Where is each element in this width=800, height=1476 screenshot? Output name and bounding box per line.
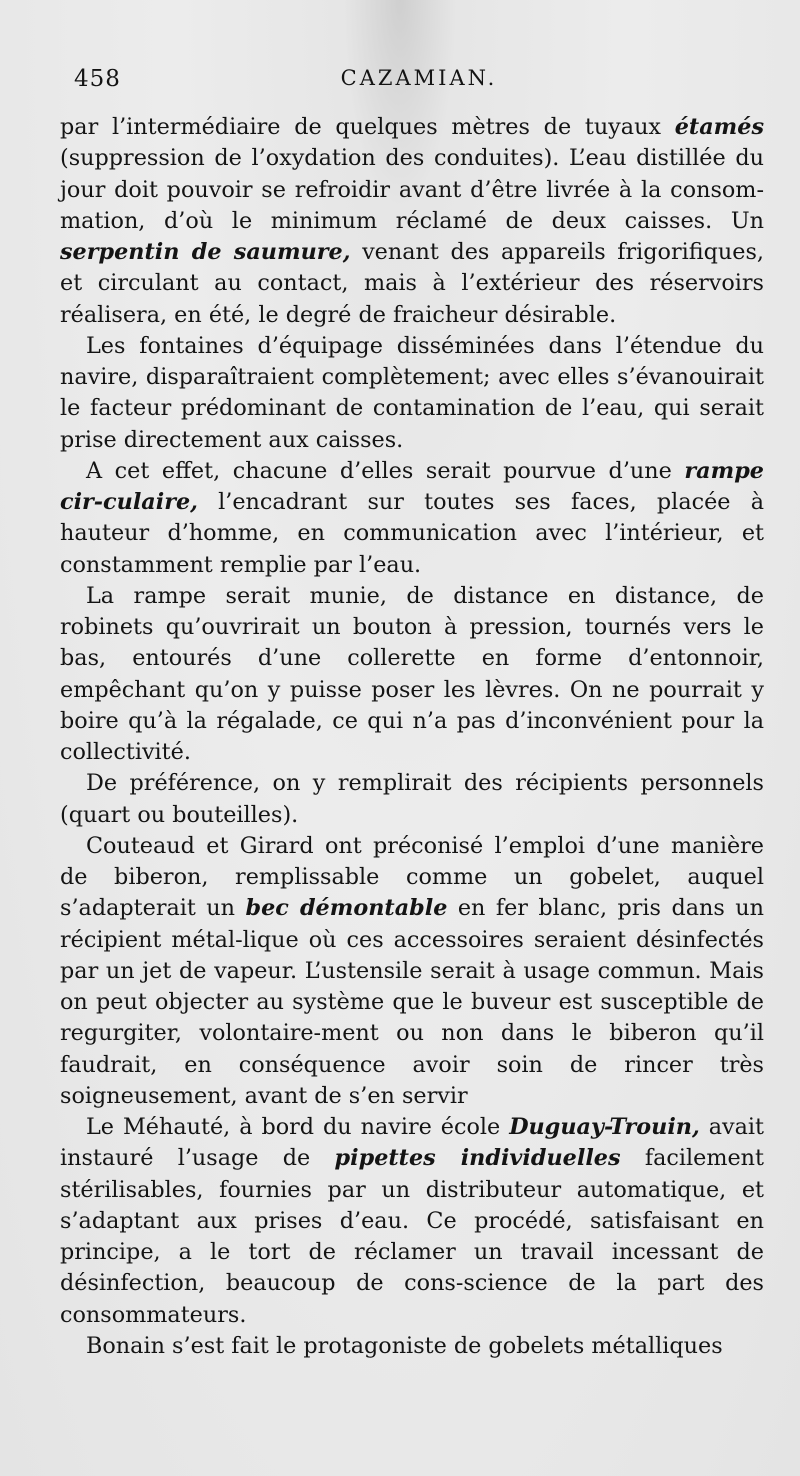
running-head <box>74 66 764 106</box>
text-run: par l’intermédiaire de quelques mètres de tuyaux <box>60 114 675 140</box>
paragraph <box>60 1331 764 1362</box>
text-run: De préférence, on y remplirait des récipients personnels (quart ou bouteilles). <box>60 770 764 828</box>
text-run: A cet effet, chacune d’elles serait pourvue d’une <box>86 457 685 484</box>
text-run: (suppression de l’oxydation des conduites). L’eau distillée du jour doit pouvoir se refroidir avant d’être livrée à la consom-mation, d’où le minimum réclamé de deux caisses. Un <box>60 145 764 234</box>
text-run: en fer blanc, pris dans un récipient métal-lique où ces accessoires seraient désinfectés par un jet de vapeur. L’ustensile serait à usage commun. Mais on peut objecter au système que le buveur est susceptible de regurgiter, volontaire-ment ou non dans le biberon qu’il faudrait, en conséquence avoir soin de rincer très soigneusement, avant de s’en servir <box>60 895 764 1109</box>
text-run: La rampe serait munie, de distance en distance, de robinets qu’ouvrirait un bouton à pression, tournés vers le bas, entourés d’une collerette en forme d’entonnoir, empêchant qu’on y puisse poser les lèvres. On ne pourrait y boire qu’à la régalade, ce qui n’a pas d’inconvénient pour la collectivité. <box>60 582 764 765</box>
paragraph <box>60 112 764 331</box>
italic-term: rampe cir-culaire, <box>60 457 764 515</box>
paragraph <box>60 581 764 769</box>
italic-term: serpentin de saumure, <box>60 239 351 265</box>
paragraph <box>60 456 764 581</box>
text-run: Couteaud et Girard ont préconisé l’emploi d’une manière de biberon, remplissable comme un gobelet, auquel s’adapterait un <box>60 832 764 922</box>
text-run: Le Méhauté, à bord du navire école <box>86 1114 510 1140</box>
italic-term: bec démontable <box>245 895 448 922</box>
italic-term: étamés <box>674 114 764 140</box>
body-text <box>60 112 764 1362</box>
paragraph <box>60 1112 764 1331</box>
text-run: avait instauré l’usage de <box>60 1114 764 1172</box>
text-run: Les fontaines d’équipage disséminées dans l’étendue du navire, disparaîtraient complètement; avec elles s’évanouirait le facteur prédominant de contamination de l’eau, qui serait prise directement aux caisses. <box>60 332 764 453</box>
paragraph <box>60 331 764 456</box>
italic-term: Duguay-Trouin, <box>509 1114 700 1140</box>
text-run: venant des appareils frigorifiques, et circulant au contact, mais à l’extérieur des réservoirs réalisera, en été, le degré de fraicheur désirable. <box>60 239 764 328</box>
text-run: l’encadrant sur toutes ses faces, placée à hauteur d’homme, en communication avec l’intérieur, et constamment remplie par l’eau. <box>60 489 764 578</box>
paragraph <box>60 768 764 831</box>
italic-term: pipettes individuelles <box>334 1145 621 1172</box>
paragraph <box>60 831 764 1112</box>
text-run: facilement stérilisables, fournies par un distributeur automatique, et s’adaptant aux prises d’eau. Ce procédé, satisfaisant en principe, a le tort de réclamer un travail incessant de désinfection, beaucoup de cons-science de la part des consommateurs. <box>60 1145 764 1328</box>
running-title: CAZAMIAN. <box>340 66 498 90</box>
text-run: Bonain s’est fait le protagoniste de gobelets métalliques <box>86 1332 723 1359</box>
page-number: 458 <box>74 66 121 92</box>
